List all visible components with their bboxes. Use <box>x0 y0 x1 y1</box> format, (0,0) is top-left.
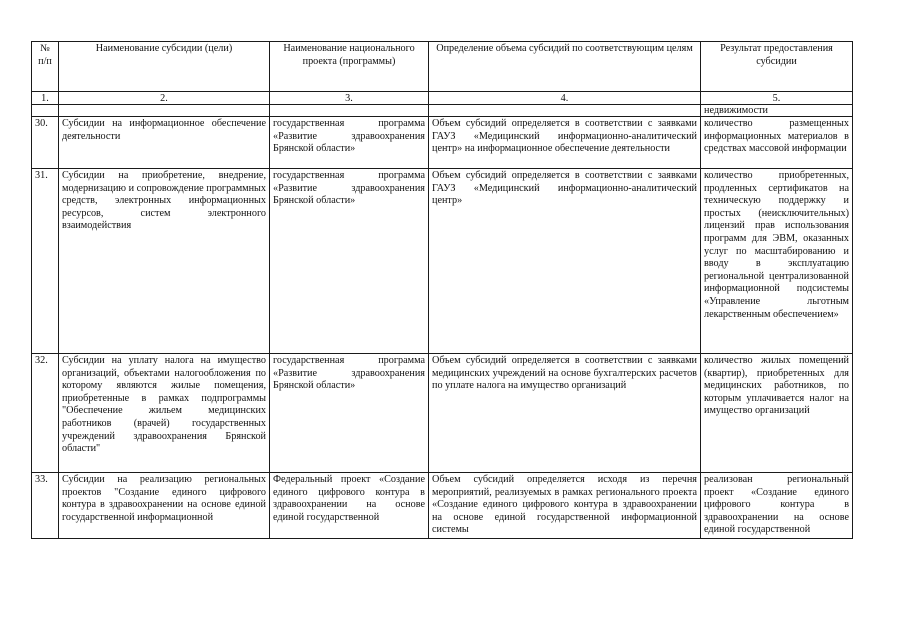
project-name-cell <box>270 354 429 473</box>
column-number-1: 1. <box>32 92 59 105</box>
table-header-row <box>32 42 853 92</box>
project-name-text: Федеральный проект «Создание единого цифрового контура в здравоохранении на основе единой государственной <box>273 474 425 523</box>
subsidy-name-text: Субсидии на информационное обеспечение деятельности <box>62 118 266 142</box>
continuation-result: недвижимости <box>701 105 853 117</box>
subsidies-table <box>31 41 853 539</box>
table-row <box>32 117 853 169</box>
project-name-cell <box>270 473 429 539</box>
result-text: количество приобретенных, продленных сертификатов на техническую поддержку и простых (неисключительных) лицензий прав использования программ для ЭВМ, оказанных услуг по масштабированию и вводу в эксплуатацию региональной централизованной информационной подсистемы «Управление льготным лекарственным обеспечением» <box>704 170 849 320</box>
continuation-no <box>32 105 59 117</box>
result-cell <box>701 354 853 473</box>
volume-cell <box>429 117 701 169</box>
row-number: 30. <box>32 117 59 169</box>
subsidy-name-cell <box>59 117 270 169</box>
row-number: 31. <box>32 169 59 354</box>
header-no: № п/п <box>32 42 59 92</box>
volume-text: Объем субсидий определяется в соответствии с заявками ГАУЗ «Медицинский информационно-аналитический центр» на информационное обеспечение деятельности <box>432 118 697 155</box>
project-name-cell <box>270 169 429 354</box>
continuation-volume <box>429 105 701 117</box>
column-number-5: 5. <box>701 92 853 105</box>
continuation-project-name <box>270 105 429 117</box>
table-row <box>32 354 853 473</box>
subsidy-name-cell <box>59 473 270 539</box>
result-text: количество размещенных информационных материалов в средствах массовой информации <box>704 118 849 155</box>
row-number: 32. <box>32 354 59 473</box>
result-cell <box>701 473 853 539</box>
volume-text: Объем субсидий определяется исходя из перечня мероприятий, реализуемых в рамках регионального проекта «Создание единого цифрового контура в здравоохранении на основе единой государственной информационной системы <box>432 474 697 536</box>
subsidy-name-cell <box>59 169 270 354</box>
header-project-name: Наименование национального проекта (программы) <box>270 42 429 92</box>
header-result: Результат предоставления субсидии <box>701 42 853 92</box>
column-number-4: 4. <box>429 92 701 105</box>
continuation-row <box>32 105 853 117</box>
row-number: 33. <box>32 473 59 539</box>
project-name-text: государственная программа «Развитие здравоохранения Брянской области» <box>273 355 425 392</box>
volume-cell <box>429 473 701 539</box>
project-name-text: государственная программа «Развитие здравоохранения Брянской области» <box>273 170 425 207</box>
table-row <box>32 473 853 539</box>
column-number-3: 3. <box>270 92 429 105</box>
result-cell <box>701 117 853 169</box>
volume-cell <box>429 169 701 354</box>
continuation-subsidy-name <box>59 105 270 117</box>
volume-text: Объем субсидий определяется в соответствии с заявками медицинских учреждений на основе бухгалтерских расчетов по уплате налога на имущество организаций <box>432 355 697 392</box>
column-number-row <box>32 92 853 105</box>
header-subsidy-name: Наименование субсидии (цели) <box>59 42 270 92</box>
subsidy-name-text: Субсидии на уплату налога на имущество организаций, объектами налогообложения по которому являются жилые помещения, приобретенные в рамках подпрограммы "Обеспечение жильем медицинских работников (врачей) государственных учреждений здравоохранения Брянской области" <box>62 355 266 455</box>
column-number-2: 2. <box>59 92 270 105</box>
result-text: реализован региональный проект «Создание единого цифрового контура в здравоохранении на основе единой государственной <box>704 474 849 536</box>
project-name-text: государственная программа «Развитие здравоохранения Брянской области» <box>273 118 425 155</box>
result-text: количество жилых помещений (квартир), приобретенных для медицинских работников, по которым уплачивается налог на имущество организаций <box>704 355 849 417</box>
subsidy-name-text: Субсидии на реализацию региональных проектов "Создание единого цифрового контура в здравоохранении на основе единой государственной информационной <box>62 474 266 523</box>
volume-text: Объем субсидий определяется в соответствии с заявками ГАУЗ «Медицинский информационно-аналитический центр» <box>432 170 697 207</box>
result-cell <box>701 169 853 354</box>
project-name-cell <box>270 117 429 169</box>
header-volume: Определение объема субсидий по соответствующим целям <box>429 42 701 92</box>
subsidy-name-text: Субсидии на приобретение, внедрение, модернизацию и сопровождение программных средств, электронных информационных ресурсов, систем электронного взаимодействия <box>62 170 266 232</box>
subsidy-name-cell <box>59 354 270 473</box>
table-row <box>32 169 853 354</box>
volume-cell <box>429 354 701 473</box>
